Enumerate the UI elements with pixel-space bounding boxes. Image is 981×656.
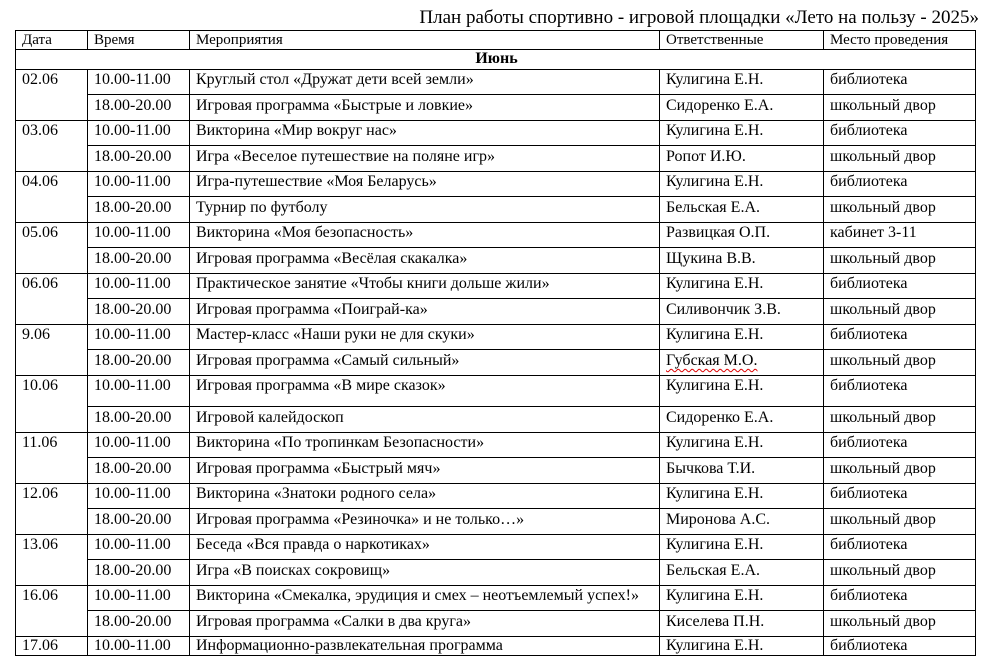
responsible-cell: Миронова А.С. [660, 509, 824, 535]
header-time: Время [88, 31, 190, 50]
place-cell: школьный двор [824, 560, 976, 586]
place-cell: библиотека [824, 637, 976, 656]
place-cell: библиотека [824, 274, 976, 299]
table-row [16, 121, 976, 146]
event-cell: Круглый стол «Дружат дети всей земли» [190, 70, 660, 95]
place-cell: кабинет 3-11 [824, 223, 976, 248]
table-row [16, 223, 976, 248]
event-cell: Игра «В поисках сокровищ» [190, 560, 660, 586]
place-cell: школьный двор [824, 95, 976, 121]
time-cell: 10.00-11.00 [88, 535, 190, 560]
time-cell: 18.00-20.00 [88, 509, 190, 535]
table-row [16, 350, 976, 376]
event-cell: Мастер-класс «Наши руки не для скуки» [190, 325, 660, 350]
time-cell: 10.00-11.00 [88, 484, 190, 509]
time-cell: 10.00-11.00 [88, 637, 190, 656]
table-row [16, 535, 976, 560]
table-row [16, 95, 976, 121]
event-cell: Викторина «Смекалка, эрудиция и смех – неотъемлемый успех!» [190, 586, 660, 611]
event-cell: Викторина «По тропинкам Безопасности» [190, 433, 660, 458]
time-cell: 10.00-11.00 [88, 376, 190, 407]
date-cell: 06.06 [16, 274, 88, 325]
time-cell: 10.00-11.00 [88, 172, 190, 197]
place-cell: школьный двор [824, 509, 976, 535]
header-place: Место проведения [824, 31, 976, 50]
responsible-cell: Развицкая О.П. [660, 223, 824, 248]
event-cell: Игровая программа «Поиграй-ка» [190, 299, 660, 325]
table-row [16, 509, 976, 535]
time-cell: 18.00-20.00 [88, 458, 190, 484]
place-cell: школьный двор [824, 350, 976, 376]
event-cell: Викторина «Знатоки родного села» [190, 484, 660, 509]
table-row [16, 197, 976, 223]
place-cell: школьный двор [824, 299, 976, 325]
place-cell: библиотека [824, 586, 976, 611]
table-row [16, 484, 976, 509]
time-cell: 18.00-20.00 [88, 95, 190, 121]
place-cell: библиотека [824, 325, 976, 350]
event-cell: Игровая программа «В мире сказок» [190, 376, 660, 407]
responsible-cell: Бычкова Т.И. [660, 458, 824, 484]
place-cell: библиотека [824, 376, 976, 407]
event-cell: Практическое занятие «Чтобы книги дольше жили» [190, 274, 660, 299]
table-row [16, 433, 976, 458]
time-cell: 10.00-11.00 [88, 325, 190, 350]
place-cell: библиотека [824, 484, 976, 509]
responsible-cell: Кулигина Е.Н. [660, 121, 824, 146]
date-cell: 9.06 [16, 325, 88, 376]
document-title: План работы спортивно - игровой площадки «Лето на пользу - 2025» [419, 7, 979, 28]
responsible-cell: Кулигина Е.Н. [660, 376, 824, 407]
event-cell: Турнир по футболу [190, 197, 660, 223]
event-cell: Игровая программа «Быстрые и ловкие» [190, 95, 660, 121]
month-label: Июнь [16, 50, 976, 70]
place-cell: школьный двор [824, 611, 976, 637]
responsible-name: Губская М.О. [666, 352, 758, 369]
time-cell: 10.00-11.00 [88, 121, 190, 146]
place-cell: школьный двор [824, 458, 976, 484]
event-cell: Беседа «Вся правда о наркотиках» [190, 535, 660, 560]
time-cell: 18.00-20.00 [88, 350, 190, 376]
time-cell: 10.00-11.00 [88, 274, 190, 299]
place-cell: школьный двор [824, 146, 976, 172]
responsible-cell: Сидоренко Е.А. [660, 95, 824, 121]
header-date: Дата [16, 31, 88, 50]
responsible-cell: Кулигина Е.Н. [660, 70, 824, 95]
date-cell: 12.06 [16, 484, 88, 535]
table-row [16, 172, 976, 197]
place-cell: школьный двор [824, 407, 976, 433]
time-cell: 18.00-20.00 [88, 560, 190, 586]
time-cell: 18.00-20.00 [88, 248, 190, 274]
time-cell: 10.00-11.00 [88, 70, 190, 95]
date-cell: 13.06 [16, 535, 88, 586]
date-cell: 04.06 [16, 172, 88, 223]
event-cell: Игра «Веселое путешествие на поляне игр» [190, 146, 660, 172]
place-cell: библиотека [824, 121, 976, 146]
time-cell: 10.00-11.00 [88, 586, 190, 611]
date-cell: 16.06 [16, 586, 88, 637]
responsible-cell: Кулигина Е.Н. [660, 172, 824, 197]
event-cell: Игровая программа «Быстрый мяч» [190, 458, 660, 484]
place-cell: библиотека [824, 535, 976, 560]
event-cell: Игровая программа «Салки в два круга» [190, 611, 660, 637]
table-row [16, 407, 976, 433]
date-cell: 05.06 [16, 223, 88, 274]
place-cell: библиотека [824, 70, 976, 95]
responsible-cell: Кулигина Е.Н. [660, 325, 824, 350]
event-cell: Информационно-развлекательная программа [190, 637, 660, 656]
date-cell: 11.06 [16, 433, 88, 484]
table-row [16, 70, 976, 95]
table-row [16, 376, 976, 407]
time-cell: 10.00-11.00 [88, 223, 190, 248]
responsible-cell: Силивончик З.В. [660, 299, 824, 325]
responsible-cell: Кулигина Е.Н. [660, 484, 824, 509]
event-cell: Игровая программа «Резиночка» и не только…» [190, 509, 660, 535]
table-row [16, 560, 976, 586]
time-cell: 18.00-20.00 [88, 299, 190, 325]
time-cell: 18.00-20.00 [88, 146, 190, 172]
place-cell: библиотека [824, 433, 976, 458]
place-cell: школьный двор [824, 248, 976, 274]
event-cell: Игровая программа «Самый сильный» [190, 350, 660, 376]
time-cell: 18.00-20.00 [88, 611, 190, 637]
event-cell: Викторина «Моя безопасность» [190, 223, 660, 248]
header-row [16, 31, 976, 50]
responsible-cell: Бельская Е.А. [660, 560, 824, 586]
table-row [16, 299, 976, 325]
table-row [16, 458, 976, 484]
table-row [16, 248, 976, 274]
responsible-cell: Бельская Е.А. [660, 197, 824, 223]
event-cell: Игра-путешествие «Моя Беларусь» [190, 172, 660, 197]
table-row [16, 611, 976, 637]
place-cell: библиотека [824, 172, 976, 197]
responsible-cell: Щукина В.В. [660, 248, 824, 274]
table-row [16, 637, 976, 656]
responsible-cell: Кулигина Е.Н. [660, 586, 824, 611]
header-responsible: Ответственные [660, 31, 824, 50]
table-row [16, 146, 976, 172]
responsible-cell: Киселева П.Н. [660, 611, 824, 637]
event-cell: Игровой калейдоскоп [190, 407, 660, 433]
time-cell: 10.00-11.00 [88, 433, 190, 458]
date-cell: 03.06 [16, 121, 88, 172]
responsible-cell: Кулигина Е.Н. [660, 274, 824, 299]
month-row [16, 50, 976, 70]
date-cell: 10.06 [16, 376, 88, 433]
table-row [16, 274, 976, 299]
responsible-cell: Сидоренко Е.А. [660, 407, 824, 433]
responsible-cell: Ропот И.Ю. [660, 146, 824, 172]
responsible-cell: Кулигина Е.Н. [660, 637, 824, 656]
event-cell: Игровая программа «Весёлая скакалка» [190, 248, 660, 274]
table-row [16, 586, 976, 611]
header-event: Мероприятия [190, 31, 660, 50]
date-cell: 02.06 [16, 70, 88, 121]
table-row [16, 325, 976, 350]
time-cell: 18.00-20.00 [88, 197, 190, 223]
place-cell: школьный двор [824, 197, 976, 223]
time-cell: 18.00-20.00 [88, 407, 190, 433]
responsible-cell: Кулигина Е.Н. [660, 433, 824, 458]
event-cell: Викторина «Мир вокруг нас» [190, 121, 660, 146]
responsible-cell: Кулигина Е.Н. [660, 535, 824, 560]
schedule-table [15, 30, 976, 656]
responsible-cell [660, 350, 824, 376]
date-cell: 17.06 [16, 637, 88, 656]
